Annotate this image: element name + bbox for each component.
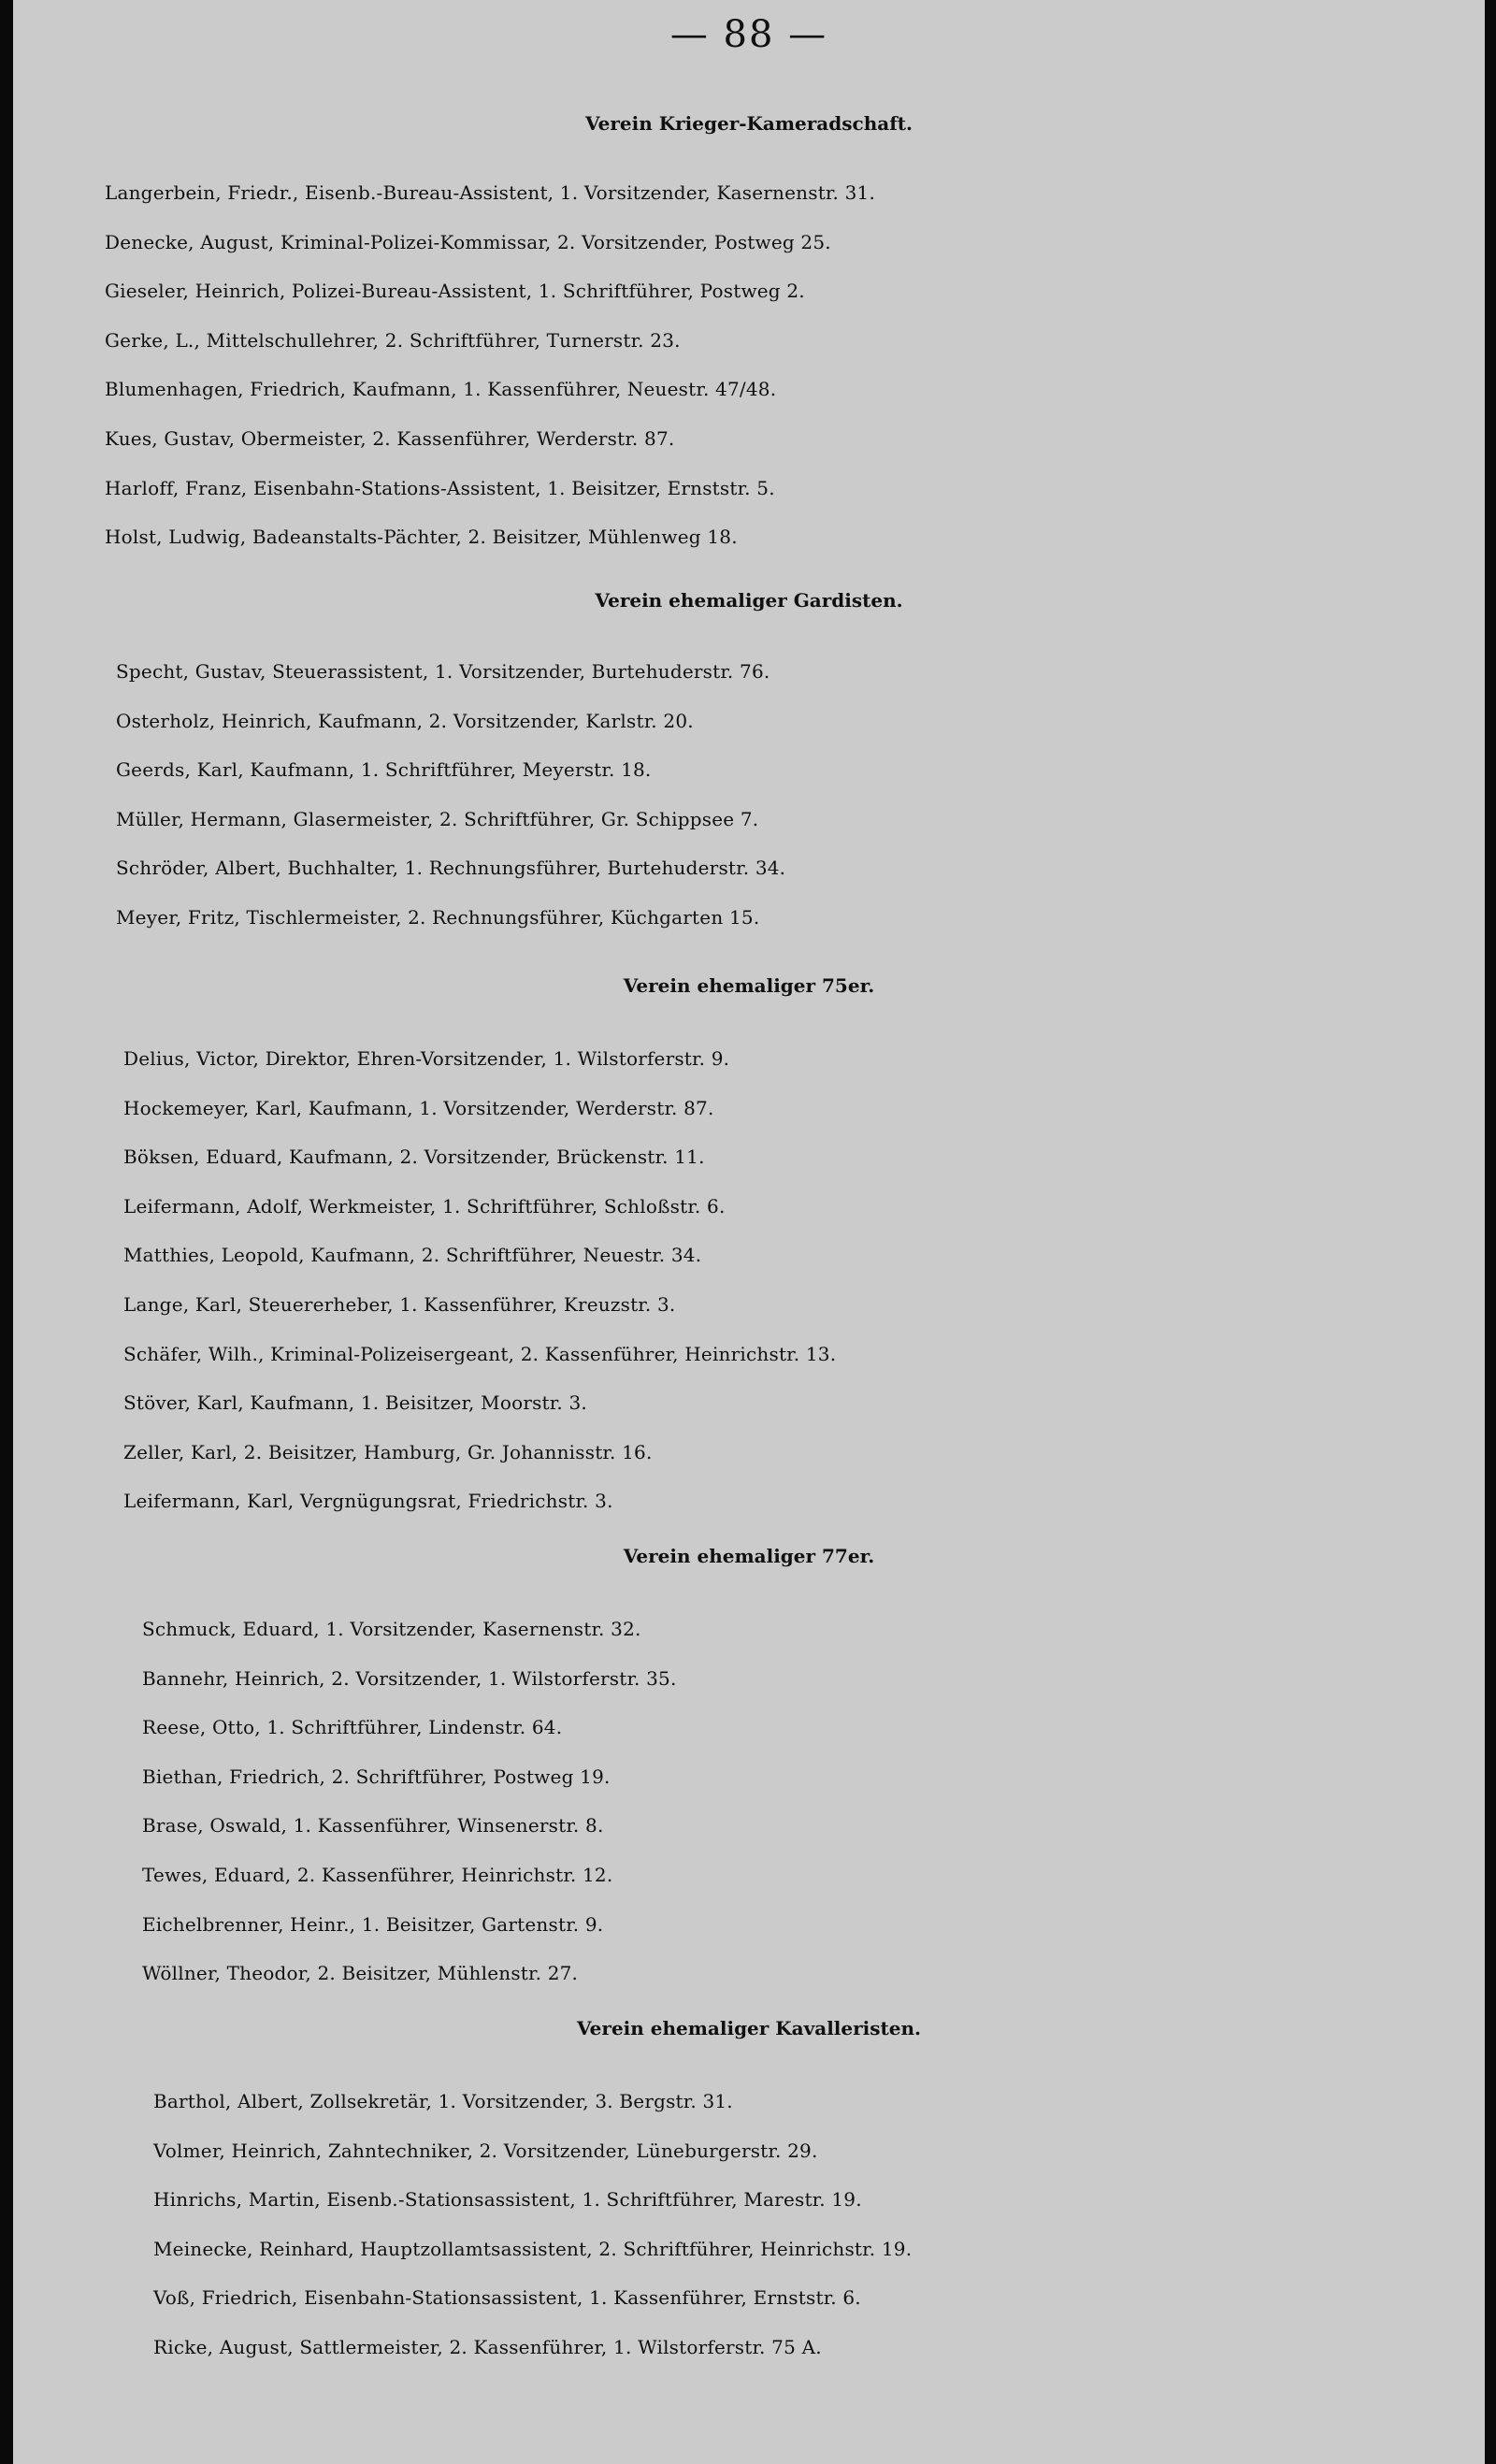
member-entry: Blumenhagen, Friedrich, Kaufmann, 1. Kassenführer, Neuestr. 47/48. — [105, 378, 777, 401]
member-entry: Delius, Victor, Direktor, Ehren-Vorsitzender, 1. Wilstorferstr. 9. — [123, 1047, 730, 1070]
member-entry: Meyer, Fritz, Tischlermeister, 2. Rechnungsführer, Küchgarten 15. — [116, 905, 760, 929]
section-title: Verein ehemaliger Gardisten. — [595, 589, 903, 612]
member-entry: Tewes, Eduard, 2. Kassenführer, Heinrichstr. 12. — [142, 1863, 613, 1886]
member-list — [116, 647, 1485, 943]
member-entry: Brase, Oswald, 1. Kassenführer, Winsenerstr. 8. — [142, 1814, 604, 1837]
member-entry: Volmer, Heinrich, Zahntechniker, 2. Vorsitzender, Lüneburgerstr. 29. — [153, 2139, 818, 2162]
member-entry: Meinecke, Reinhard, Hauptzollamtsassistent, 2. Schriftführer, Heinrichstr. 19. — [153, 2237, 913, 2260]
member-entry: Eichelbrenner, Heinr., 1. Beisitzer, Gartenstr. 9. — [142, 1912, 604, 1936]
section-title: Verein ehemaliger 77er. — [623, 1545, 875, 1567]
member-entry: Osterholz, Heinrich, Kaufmann, 2. Vorsitzender, Karlstr. 20. — [116, 709, 694, 732]
member-entry: Müller, Hermann, Glasermeister, 2. Schriftführer, Gr. Schippsee 7. — [116, 807, 759, 830]
section-title: Verein Krieger-Kameradschaft. — [584, 112, 913, 135]
member-entry: Böksen, Eduard, Kaufmann, 2. Vorsitzender, Brückenstr. 11. — [123, 1146, 705, 1169]
member-entry: Bannehr, Heinrich, 2. Vorsitzender, 1. Wilstorferstr. 35. — [142, 1666, 677, 1690]
association-section — [13, 101, 1485, 562]
member-entry: Matthies, Leopold, Kaufmann, 2. Schriftführer, Neuestr. 34. — [123, 1244, 702, 1267]
member-entry: Reese, Otto, 1. Schriftführer, Lindenstr. 64. — [142, 1716, 563, 1739]
member-entry: Schröder, Albert, Buchhalter, 1. Rechnungsführer, Burtehuderstr. 34. — [116, 857, 786, 880]
member-entry: Harloff, Franz, Eisenbahn-Stations-Assistent, 1. Beisitzer, Ernststr. 5. — [105, 476, 775, 499]
member-entry: Wöllner, Theodor, 2. Beisitzer, Mühlenstr. 27. — [142, 1962, 579, 1985]
member-entry: Leifermann, Adolf, Werkmeister, 1. Schriftführer, Schloßstr. 6. — [123, 1194, 726, 1218]
page-number: — 88 — — [669, 13, 828, 56]
member-entry: Hockemeyer, Karl, Kaufmann, 1. Vorsitzender, Werderstr. 87. — [123, 1096, 714, 1119]
member-entry: Stöver, Karl, Kaufmann, 1. Beisitzer, Moorstr. 3. — [123, 1391, 587, 1415]
section-title: Verein ehemaliger 75er. — [623, 974, 875, 997]
member-entry: Kues, Gustav, Obermeister, 2. Kassenführer, Werderstr. 87. — [105, 426, 675, 450]
association-section — [13, 578, 1485, 943]
member-entry: Schäfer, Wilh., Kriminal-Polizeisergeant, 2. Kassenführer, Heinrichstr. 13. — [123, 1342, 837, 1365]
member-entry: Holst, Ludwig, Badeanstalts-Pächter, 2. Beisitzer, Mühlenweg 18. — [105, 526, 738, 549]
member-entry: Ricke, August, Sattlermeister, 2. Kassenführer, 1. Wilstorferstr. 75 A. — [153, 2335, 822, 2358]
member-entry: Lange, Karl, Steuererheber, 1. Kassenführer, Kreuzstr. 3. — [123, 1292, 676, 1316]
member-entry: Hinrichs, Martin, Eisenb.-Stationsassistent, 1. Schriftführer, Marestr. 19. — [153, 2188, 862, 2212]
association-section — [13, 2006, 1485, 2372]
member-entry: Zeller, Karl, 2. Beisitzer, Hamburg, Gr. Johannisstr. 16. — [123, 1440, 653, 1463]
member-entry: Schmuck, Eduard, 1. Vorsitzender, Kasernenstr. 32. — [142, 1618, 641, 1640]
member-entry: Biethan, Friedrich, 2. Schriftführer, Postweg 19. — [142, 1765, 611, 1788]
member-list — [153, 2077, 1485, 2372]
member-entry: Voß, Friedrich, Eisenbahn-Stationsassistent, 1. Kassenführer, Ernststr. 6. — [153, 2286, 861, 2310]
member-entry: Barthol, Albert, Zollsekretär, 1. Vorsitzender, 3. Bergstr. 31. — [153, 2090, 733, 2112]
member-entry: Langerbein, Friedr., Eisenb.-Bureau-Assistent, 1. Vorsitzender, Kasernenstr. 31. — [105, 181, 876, 204]
member-entry: Specht, Gustav, Steuerassistent, 1. Vorsitzender, Burtehuderstr. 76. — [116, 660, 770, 683]
association-section — [13, 1534, 1485, 1998]
member-entry: Gieseler, Heinrich, Polizei-Bureau-Assistent, 1. Schriftführer, Postweg 2. — [105, 280, 805, 303]
member-list — [105, 168, 1485, 562]
association-section — [13, 963, 1485, 1526]
member-entry: Leifermann, Karl, Vergnügungsrat, Friedrichstr. 3. — [123, 1490, 613, 1513]
member-entry: Geerds, Karl, Kaufmann, 1. Schriftführer, Meyerstr. 18. — [116, 758, 652, 782]
member-list — [142, 1605, 1485, 1998]
member-list — [123, 1034, 1485, 1526]
member-entry: Denecke, August, Kriminal-Polizei-Kommissar, 2. Vorsitzender, Postweg 25. — [105, 230, 831, 253]
member-entry: Gerke, L., Mittelschullehrer, 2. Schriftführer, Turnerstr. 23. — [105, 328, 681, 352]
section-title: Verein ehemaliger Kavalleristen. — [577, 2017, 921, 2039]
